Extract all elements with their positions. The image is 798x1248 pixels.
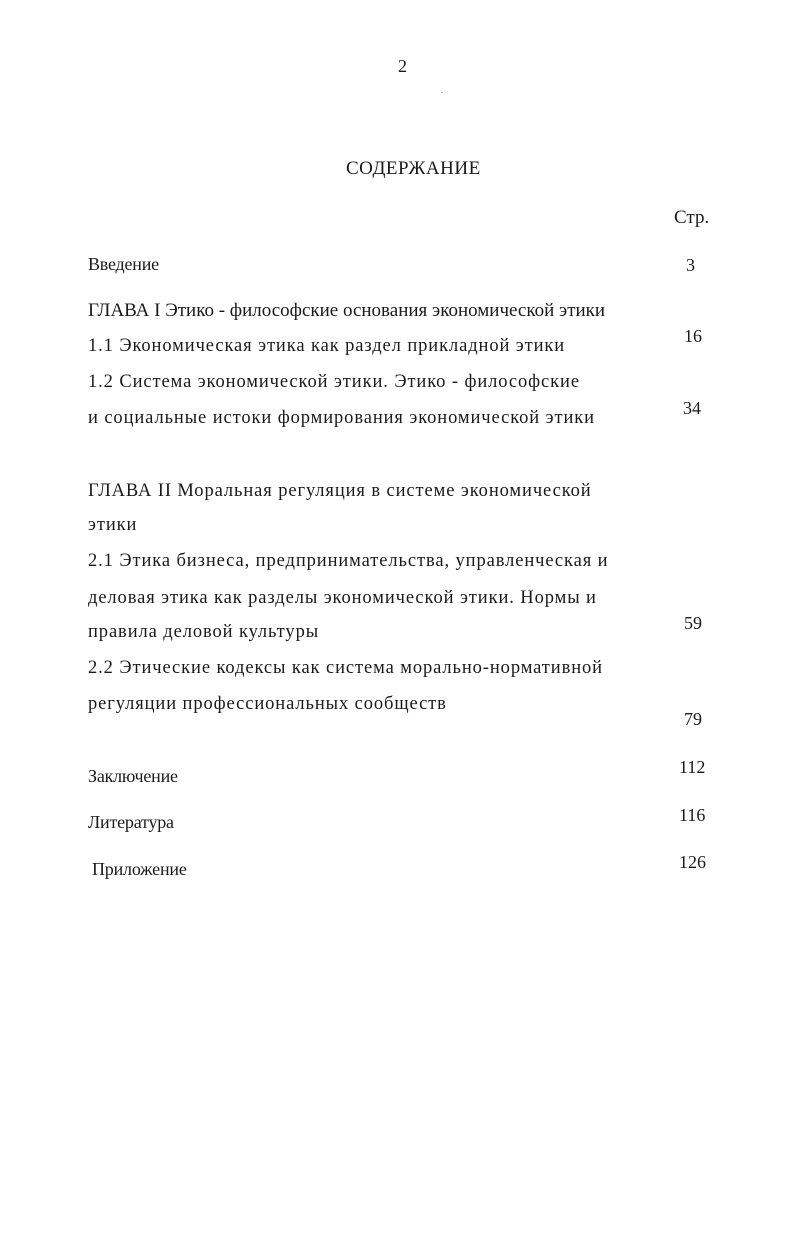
toc-conclusion-label: Заключение — [88, 766, 178, 786]
toc-literature-label: Литература — [88, 812, 174, 832]
toc-literature-page: 116 — [679, 805, 706, 825]
toc-section-2-2-line2: регуляции профессиональных сообществ — [88, 694, 447, 714]
toc-section-2-2-line1: 2.2 Этические кодексы как система морально-нормативной — [88, 658, 603, 678]
scan-speck — [441, 92, 443, 93]
toc-chapter1-heading: ГЛАВА I Этико - философские основания экономической этики — [88, 300, 606, 321]
toc-intro-label: Введение — [88, 254, 159, 274]
page-column-header: Стр. — [674, 207, 710, 228]
toc-section-2-1-line1: 2.1 Этика бизнеса, предпринимательства, управленческая и — [88, 551, 609, 571]
toc-section-2-1-line3: правила деловой культуры — [88, 622, 320, 642]
toc-section-2-1-page: 59 — [684, 613, 702, 633]
toc-chapter2-heading-line1: ГЛАВА II Моральная регуляция в системе экономической — [88, 481, 592, 501]
toc-section-1-1: 1.1 Экономическая этика как раздел прикладной этики — [88, 336, 566, 356]
toc-appendix-label: Приложение — [92, 859, 187, 879]
toc-section-1-1-page: 16 — [684, 326, 702, 346]
toc-section-1-2-line1: 1.2 Система экономической этики. Этико - философские — [88, 372, 580, 392]
toc-chapter2-heading-line2: этики — [88, 515, 138, 535]
page-title: СОДЕРЖАНИЕ — [346, 158, 481, 179]
toc-appendix-page: 126 — [679, 852, 706, 872]
toc-section-2-2-page: 79 — [684, 709, 702, 729]
toc-section-1-2-page: 34 — [683, 398, 701, 418]
page-number: 2 — [398, 56, 407, 76]
toc-conclusion-page: 112 — [679, 757, 706, 777]
toc-section-2-1-line2: деловая этика как разделы экономической этики. Нормы и — [88, 588, 597, 608]
toc-intro-page: 3 — [686, 255, 695, 275]
toc-section-1-2-line2: и социальные истоки формирования экономической этики — [88, 408, 595, 428]
